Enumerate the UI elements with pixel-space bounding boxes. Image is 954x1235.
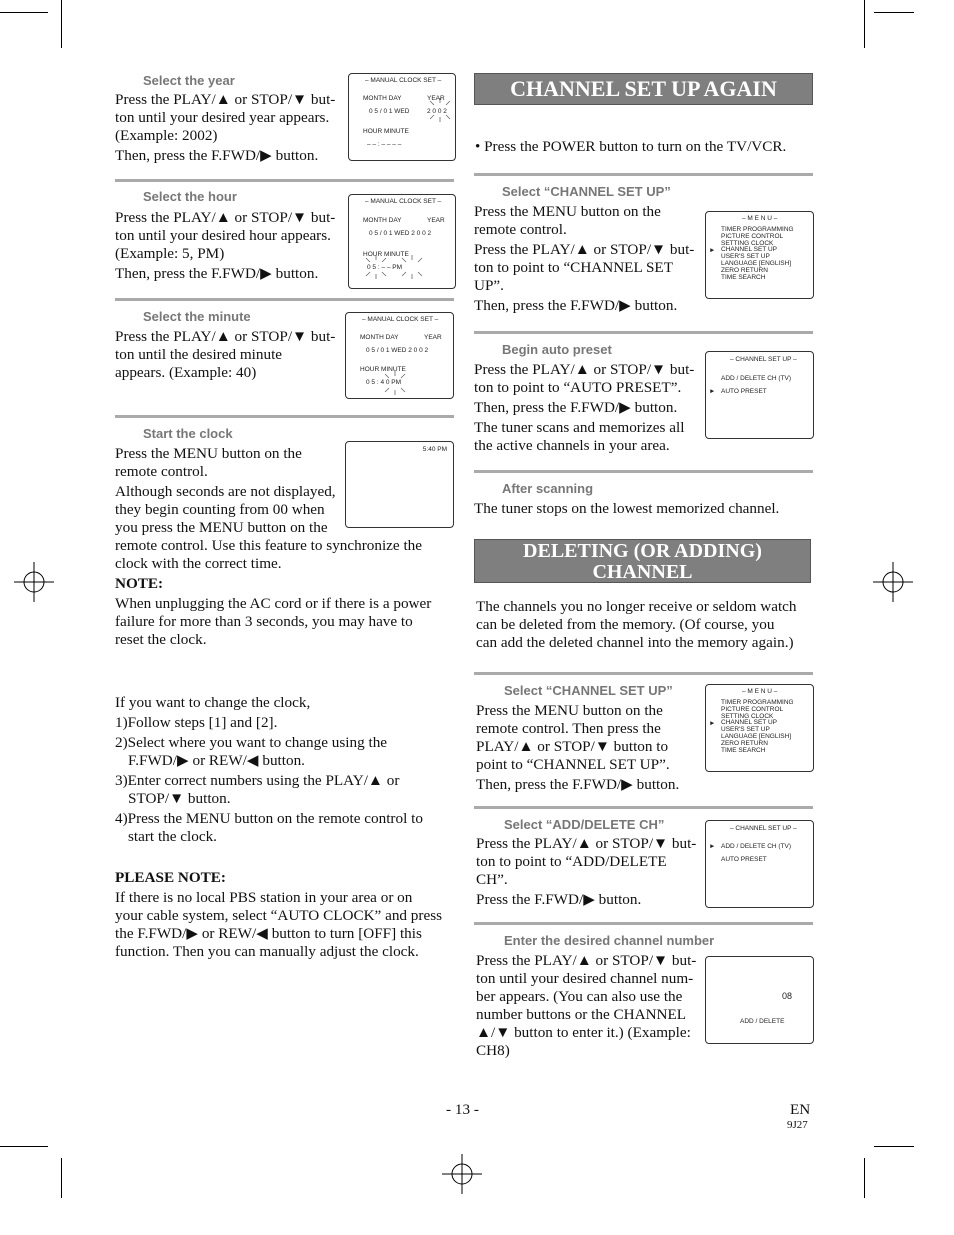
language-code: EN (790, 1101, 811, 1118)
step-2: 2)Select where you want to change using the (115, 734, 388, 751)
text-line: Press the PLAY/▲ or STOP/▼ but- (115, 209, 336, 226)
screen-year: 2 0 0 2 (427, 108, 447, 115)
screen-manual-clock-hour (348, 194, 456, 289)
text-line: ton until your desired hour appears. (115, 227, 331, 244)
cursor-arrow-icon: ► (709, 720, 716, 727)
select-setup2-instructions (476, 702, 708, 794)
section-rule (474, 470, 813, 473)
text-line: they begin counting from 00 when (115, 501, 325, 518)
text-line: remote control. (474, 221, 567, 238)
cursor-arrow-icon: ► (709, 388, 716, 395)
year-instructions (115, 91, 350, 165)
text-line: function. Then you can manually adjust the clock. (115, 943, 419, 960)
page-number: - 13 - (446, 1101, 479, 1118)
deleting-intro (476, 598, 816, 652)
screen-menu-1 (705, 211, 814, 299)
heading-select-year: Select the year (143, 73, 235, 88)
heading-begin-auto-preset: Begin auto preset (502, 342, 612, 357)
text-line: Press the MENU button on the (476, 702, 663, 719)
section-rule (474, 173, 813, 176)
text-line: Then, press the F.FWD/▶ button. (474, 297, 678, 314)
cursor-arrow-icon: ► (709, 247, 716, 254)
screen-title: – MANUAL CLOCK SET – (365, 198, 442, 205)
heading-enter-channel: Enter the desired channel number (504, 933, 715, 948)
menu-item: ZERO RETURN (721, 266, 768, 274)
menu-item: SETTING CLOCK (721, 239, 774, 247)
text-line: Press the PLAY/▲ or STOP/▼ but- (115, 328, 336, 345)
text-line: ▲/▼ button to enter it.) (Example: (476, 1024, 691, 1041)
section-rule (115, 298, 454, 301)
text-line: appears. (Example: 40) (115, 364, 257, 381)
text-line: Then, press the F.FWD/▶ button. (476, 776, 680, 793)
step-3: 3)Enter correct numbers using the PLAY/▲ or (115, 772, 400, 789)
text-line: Although seconds are not displayed, (115, 483, 336, 500)
text-line: Press the PLAY/▲ or STOP/▼ but- (476, 835, 697, 852)
menu-item: TIMER PROGRAMMING (721, 699, 794, 706)
text-line: Then, press the F.FWD/▶ button. (115, 265, 319, 282)
blink-indicator-icon (364, 255, 388, 279)
text-line: number buttons or the CHANNEL (476, 1006, 687, 1023)
crop-mark (874, 12, 914, 13)
screen-clock-display (345, 441, 454, 528)
step-4: 4)Press the MENU button on the remote control to (115, 810, 423, 827)
screen-title: – MANUAL CLOCK SET – (365, 77, 442, 84)
text-line: The channels you no longer receive or seldom watch (476, 598, 797, 615)
text-line: failure for more than 3 seconds, you may have to (115, 613, 413, 630)
change-clock-section (115, 694, 455, 846)
text-line: Press the PLAY/▲ or STOP/▼ but- (476, 952, 697, 969)
crop-mark (864, 0, 865, 48)
crop-mark (0, 12, 48, 13)
menu-item: PICTURE CONTROL (721, 232, 784, 240)
text-line: Press the MENU button on the (115, 445, 302, 462)
screen-year-label: YEAR (424, 334, 442, 341)
registration-mark (442, 1154, 482, 1194)
menu-item: USER'S SET UP (721, 253, 770, 261)
text-line: If you want to change the clock, (115, 694, 311, 711)
registration-mark (873, 562, 913, 602)
menu-item: LANGUAGE [ENGLISH] (721, 259, 792, 267)
please-note-section (115, 869, 460, 961)
text-line: (Example: 2002) (115, 127, 218, 144)
screen-channel-set-up-2 (705, 820, 814, 908)
menu-item: ADD / DELETE CH (TV) (721, 843, 792, 850)
power-instruction: • Press the POWER button to turn on the TV/VCR. (475, 138, 787, 155)
menu-item: CHANNEL SET UP (721, 719, 777, 727)
screen-labels: MONTH DAY (363, 95, 402, 102)
screen-time: 0 5 : – – PM (367, 264, 403, 271)
auto-preset-instructions (474, 361, 706, 455)
screen-menu-2 (705, 684, 814, 772)
text-line: CH8) (476, 1042, 510, 1059)
text-line: When unplugging the AC cord or if there is a power (115, 595, 432, 612)
text-line: ton to point to “CHANNEL SET (474, 259, 673, 276)
clock-instructions-narrow (115, 445, 347, 537)
text-line: UP”. (474, 277, 504, 294)
text-line: Press the MENU button on the (474, 203, 661, 220)
menu-list (721, 700, 794, 754)
heading-start-clock: Start the clock (143, 426, 233, 441)
text-line: CH”. (476, 871, 508, 888)
text-line: point to “CHANNEL SET UP”. (476, 756, 670, 773)
menu-item: TIME SEARCH (721, 273, 766, 281)
clock-instructions-wide (115, 537, 455, 649)
section-rule (474, 806, 813, 809)
screen-labels: MONTH DAY (363, 217, 402, 224)
screen-year-label: YEAR (427, 95, 445, 102)
screen-time-labels: HOUR MINUTE (360, 366, 406, 373)
text-line: remote control. Use this feature to synchronize the (115, 537, 423, 554)
menu-item: PICTURE CONTROL (721, 705, 784, 713)
text-line: ber appears. (You can also use the (476, 988, 683, 1005)
cursor-arrow-icon: ► (709, 843, 716, 850)
text-line: Press the PLAY/▲ or STOP/▼ but- (474, 241, 695, 258)
screen-year-label: YEAR (427, 217, 445, 224)
text-line: ton to point to “ADD/DELETE (476, 853, 667, 870)
screen-title: – M E N U – (742, 688, 778, 695)
banner-title-line: CHANNEL (592, 561, 693, 583)
heading-select-add-delete: Select “ADD/DELETE CH” (504, 817, 665, 832)
note-label: NOTE: (115, 575, 164, 592)
screen-date: 0 5 / 0 1 WED 2 0 0 2 (366, 347, 429, 354)
menu-item: SETTING CLOCK (721, 712, 774, 720)
menu-item: USER'S SET UP (721, 726, 770, 734)
screen-manual-clock-minute (345, 312, 454, 399)
heading-select-minute: Select the minute (143, 309, 251, 324)
text-line: clock with the correct time. (115, 555, 282, 572)
screen-title: – M E N U – (742, 215, 778, 222)
crop-mark (61, 1158, 62, 1198)
heading-select-channel-set-up: Select “CHANNEL SET UP” (502, 184, 671, 199)
section-rule (115, 179, 454, 182)
select-setup-instructions (474, 203, 706, 315)
screen-channel-number (705, 956, 814, 1044)
step-3-cont: STOP/▼ button. (128, 790, 231, 807)
channel-number: 08 (782, 991, 793, 1001)
text-line: Then, press the F.FWD/▶ button. (474, 399, 678, 416)
heading-select-hour: Select the hour (143, 189, 237, 204)
screen-time-labels: HOUR MINUTE (363, 251, 409, 258)
text-line: The tuner scans and memorizes all (474, 419, 685, 436)
crop-mark (874, 1146, 914, 1147)
text-line: (Example: 5, PM) (115, 245, 225, 262)
banner-title-line: DELETING (OR ADDING) (523, 540, 762, 562)
text-line: the F.FWD/▶ or REW/◀ button to turn [OFF] this (115, 925, 422, 942)
registration-mark (14, 562, 54, 602)
please-note-label: PLEASE NOTE: (115, 869, 226, 886)
screen-date: 0 5 / 0 1 WED 2 0 0 2 (369, 230, 432, 237)
text-line: Then, press the F.FWD/▶ button. (115, 147, 319, 164)
screen-date: 0 5 / 0 1 WED (369, 108, 410, 115)
add-delete-label: ADD / DELETE (740, 1018, 785, 1025)
blink-indicator-icon (427, 95, 452, 122)
screen-title: – CHANNEL SET UP – (730, 825, 797, 832)
screen-time: – – : – – – – (367, 141, 402, 148)
menu-item: ZERO RETURN (721, 739, 768, 747)
menu-list (721, 227, 794, 281)
screen-time: 5:40 PM (422, 446, 447, 453)
text-line: Press the PLAY/▲ or STOP/▼ but- (115, 91, 336, 108)
minute-instructions (115, 328, 350, 382)
banner-channel-set-up-again (474, 73, 813, 105)
banner-title: CHANNEL SET UP AGAIN (510, 76, 777, 101)
step-2-cont: F.FWD/▶ or REW/◀ button. (128, 752, 305, 769)
section-rule (474, 331, 813, 334)
enter-channel-instructions (476, 952, 708, 1060)
model-code: 9J27 (787, 1119, 808, 1131)
heading-after-scanning: After scanning (502, 481, 594, 496)
screen-labels: MONTH DAY (360, 334, 399, 341)
text-line: Press the F.FWD/▶ button. (476, 891, 642, 908)
heading-select-channel-set-up-2: Select “CHANNEL SET UP” (504, 683, 673, 698)
menu-item: CHANNEL SET UP (721, 246, 777, 254)
text-line: the active channels in your area. (474, 437, 670, 454)
text-line: ton until your desired channel num- (476, 970, 694, 987)
after-scanning-text: The tuner stops on the lowest memorized channel. (474, 500, 780, 517)
step-4-cont: start the clock. (128, 828, 217, 845)
screen-title: – CHANNEL SET UP – (730, 356, 797, 363)
crop-mark (0, 1146, 48, 1147)
blink-indicator-icon (400, 255, 424, 279)
crop-mark (61, 0, 62, 48)
screen-channel-set-up-1 (705, 351, 814, 439)
add-delete-instructions (476, 835, 708, 909)
text-line: Press the PLAY/▲ or STOP/▼ but- (474, 361, 695, 378)
screen-time-labels: HOUR MINUTE (363, 128, 409, 135)
step-1: 1)Follow steps [1] and [2]. (115, 714, 278, 731)
text-line: PLAY/▲ or STOP/▼ button to (476, 738, 669, 755)
text-line: your cable system, select “AUTO CLOCK” and press (115, 907, 443, 924)
banner-deleting-adding-channel (474, 539, 811, 583)
screen-manual-clock-year (348, 73, 456, 161)
menu-item: ADD / DELETE CH (TV) (721, 375, 792, 382)
text-line: you press the MENU button on the (115, 519, 328, 536)
screen-time: 0 5 : 4 0 PM (366, 379, 402, 386)
text-line: remote control. (115, 463, 208, 480)
text-line: ton until the desired minute (115, 346, 283, 363)
text-line: remote control. Then press the (476, 720, 661, 737)
section-rule (474, 922, 813, 925)
menu-item: TIMER PROGRAMMING (721, 226, 794, 233)
section-rule (115, 415, 454, 418)
screen-title: – MANUAL CLOCK SET – (362, 316, 439, 323)
text-line: can be deleted from the memory. (Of course, you (476, 616, 775, 633)
section-rule (474, 672, 813, 675)
menu-item: LANGUAGE [ENGLISH] (721, 732, 792, 740)
menu-item: TIME SEARCH (721, 746, 766, 754)
menu-item: AUTO PRESET (721, 388, 767, 395)
text-line: ton until your desired year appears. (115, 109, 330, 126)
text-line: If there is no local PBS station in your area or on (115, 889, 413, 906)
hour-instructions (115, 209, 350, 283)
blink-indicator-icon (383, 371, 407, 395)
text-line: reset the clock. (115, 631, 207, 648)
text-line: ton to point to “AUTO PRESET”. (474, 379, 682, 396)
text-line: can add the deleted channel into the memory again.) (476, 634, 794, 651)
menu-item: AUTO PRESET (721, 856, 767, 863)
crop-mark (864, 1158, 865, 1198)
